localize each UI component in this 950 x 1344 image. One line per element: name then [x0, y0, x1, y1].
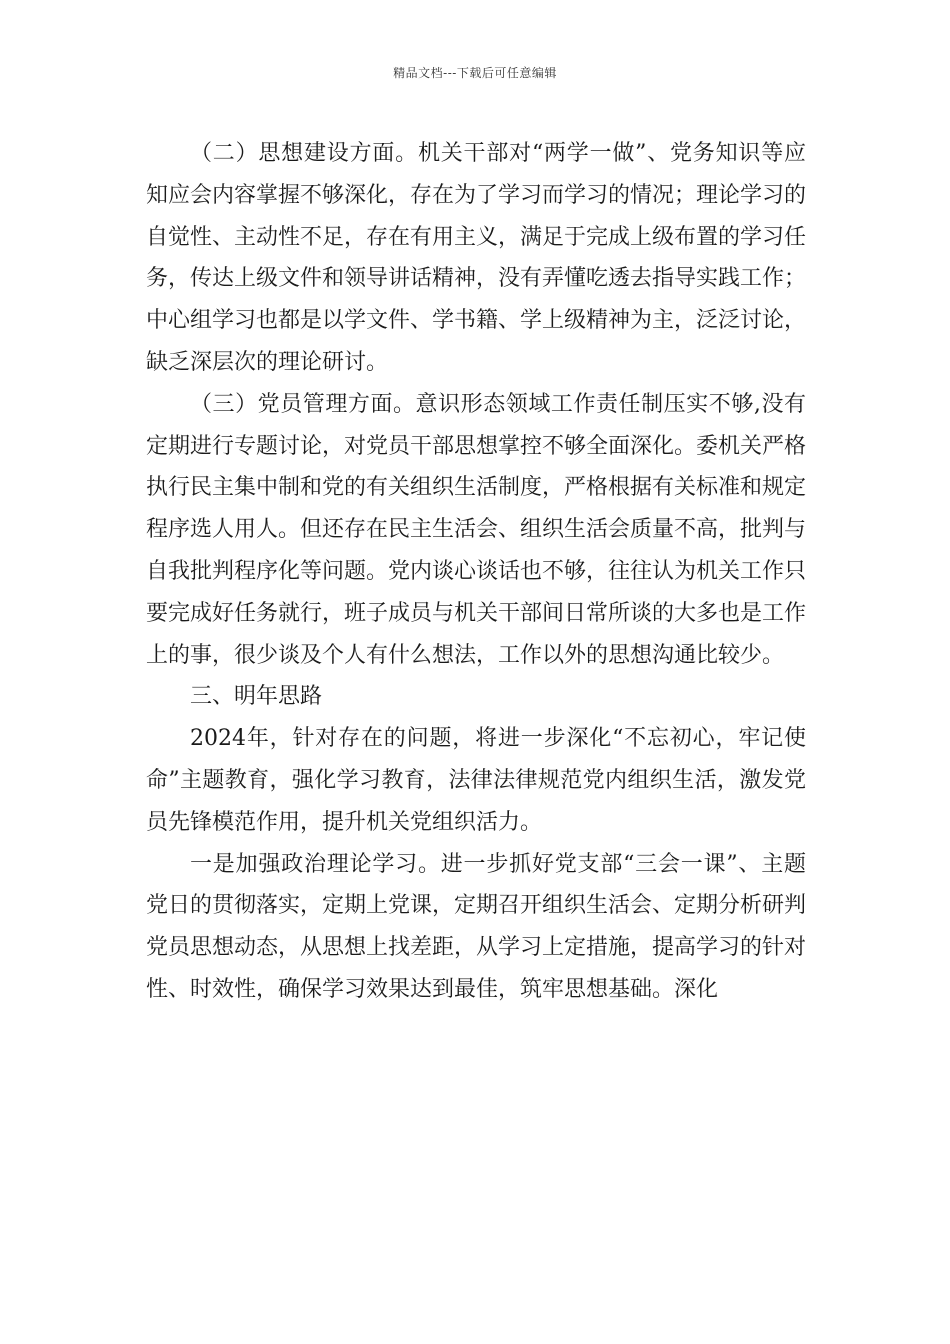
page-header: 精品文档---下载后可任意编辑 — [393, 66, 557, 80]
document-body — [146, 133, 806, 1011]
paragraph-political-theory-study: 一是加强政治理论学习。进一步抓好党支部“三会一课”、主题党日的贯彻落实，定期上党课，定期召开组织生活会、定期分析研判党员思想动态，从思想上找差距，从学习上定措施，提高学习的针对性、时效性，确保学习效果达到最佳，筑牢思想基础。深化 — [146, 851, 807, 1002]
paragraph-party-member-management: （三）党员管理方面。意识形态领域工作责任制压实不够,没有定期进行专题讨论，对党员干部思想掌控不够全面深化。委机关严格执行民主集中制和党的有关组织生活制度，严格根据有关标准和规定程序选人用人。但还存在民主生活会、组织生活会质量不高，批判与自我批判程序化等问题。党内谈心谈话也不够，往往认为机关工作只要完成好任务就行，班子成员与机关干部间日常所谈的大多也是工作上的事，很少谈及个人有什么想法，工作以外的思想沟通比较少。 — [146, 391, 807, 668]
paragraph-2024-plan: 2024年，针对存在的问题，将进一步深化“不忘初心，牢记使命”主题教育，强化学习教育，法律法律规范党内组织生活，激发党员先锋模范作用，提升机关党组织活力。 — [146, 726, 806, 835]
section-heading-next-year-plan: 三、明年思路 — [190, 684, 323, 710]
paragraph-ideology: （二）思想建设方面。机关干部对“两学一做”、党务知识等应知应会内容掌握不够深化，存在为了学习而学习的情况；理论学习的自觉性、主动性不足，存在有用主义，满足于完成上级布置的学习任务，传达上级文件和领导讲话精神，没有弄懂吃透去指导实践工作；中心组学习也都是以学文件、学书籍、学上级精神为主，泛泛讨论，缺乏深层次的理论研讨。 — [146, 141, 807, 375]
